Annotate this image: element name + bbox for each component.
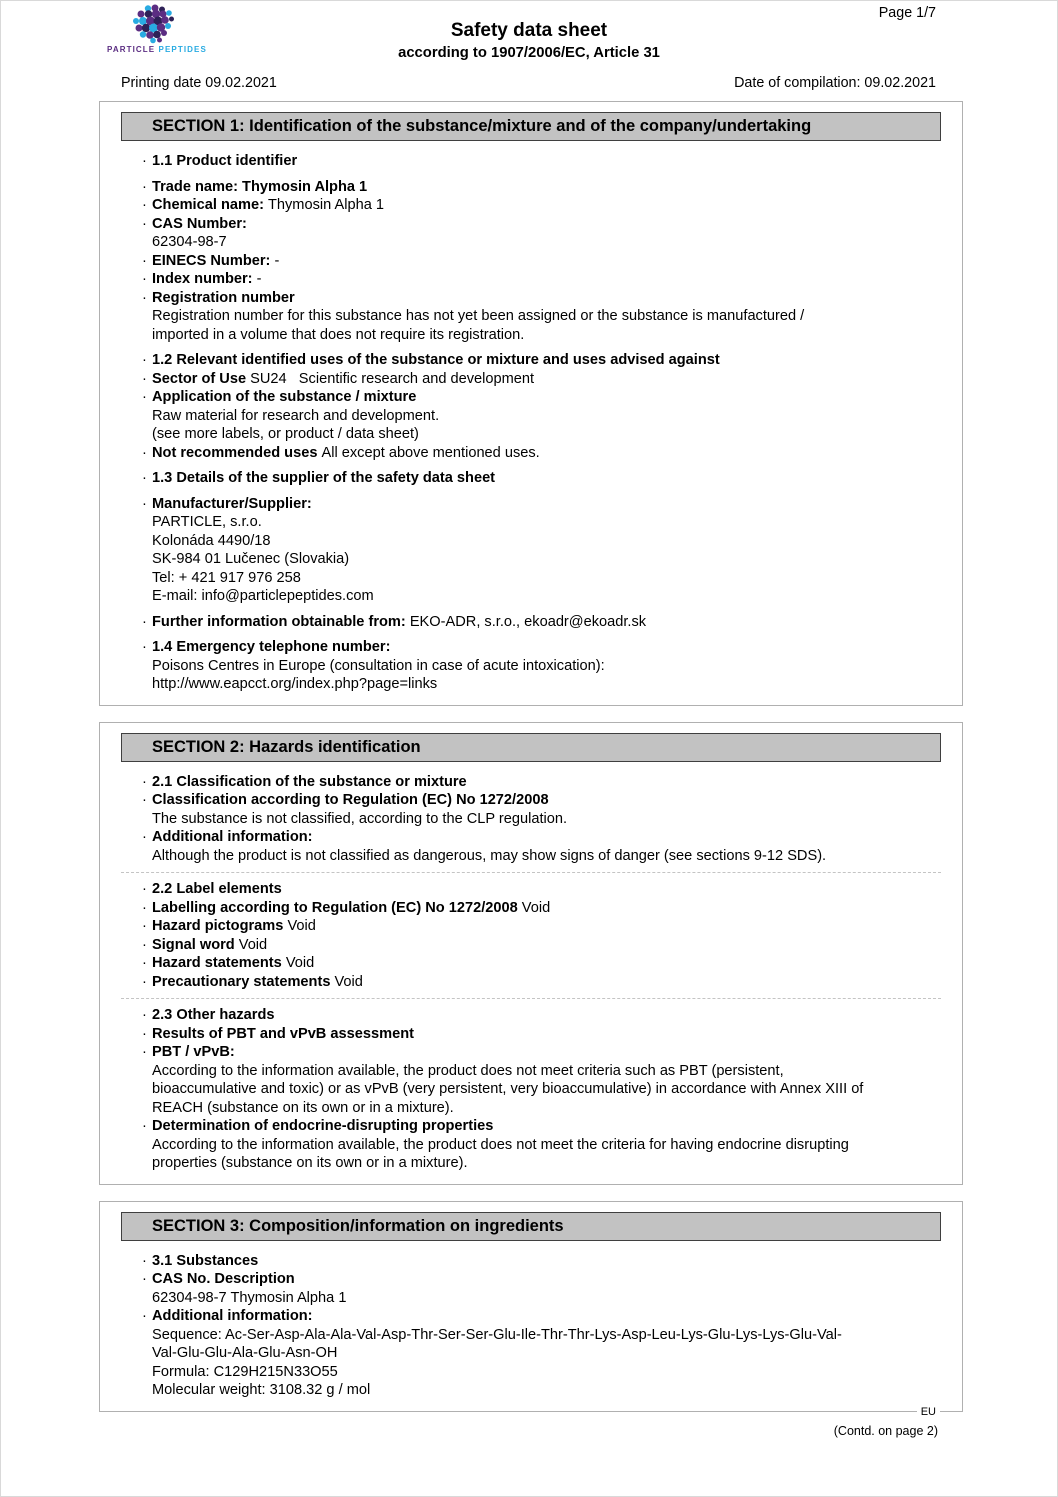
text-block <box>121 638 941 694</box>
text-line <box>121 917 941 936</box>
label-text: CAS No. Description <box>152 1271 295 1287</box>
bullet-dot: · <box>142 829 147 845</box>
text-line <box>121 1043 941 1062</box>
value-text: All except above mentioned uses. <box>321 444 540 461</box>
text-line <box>121 495 941 514</box>
bullet-dot: · <box>142 1271 147 1287</box>
bullet-dot: · <box>142 1118 147 1134</box>
bullet-dot: · <box>142 197 147 213</box>
dashed-divider <box>121 872 941 873</box>
label-text: PBT / vPvB: <box>152 1044 235 1060</box>
text-line <box>121 773 941 792</box>
value-text: SK-984 01 Lučenec (Slovakia) <box>152 551 350 567</box>
value-text: http://www.eapcct.org/index.php?page=links <box>152 676 438 692</box>
document-header <box>1 1 1057 101</box>
text-block <box>121 1006 941 1173</box>
bullet-dot: · <box>142 1252 147 1269</box>
label-text: Manufacturer/Supplier: <box>152 495 312 512</box>
value-text: REACH (substance on its own or in a mixture). <box>152 1099 454 1116</box>
document-subtitle: according to 1907/2006/EC, Article 31 <box>398 45 660 61</box>
text-line <box>121 791 941 810</box>
value-text: - <box>256 271 262 287</box>
text-line <box>121 425 941 444</box>
printing-date: Printing date 09.02.2021 <box>121 75 277 91</box>
text-line <box>121 550 941 569</box>
text-line <box>121 178 941 197</box>
label-text: 3.1 Substances <box>152 1252 259 1269</box>
value-text: Sequence: Ac-Ser-Asp-Ala-Ala-Val-Asp-Thr-Ser-Ser-Glu-Ile-Thr-Thr-Lys-Asp-Leu-Lys-Glu-Lys-Lys-Glu-Val- <box>152 1326 842 1343</box>
text-line <box>121 1062 941 1081</box>
label-text: Additional information: <box>152 1308 313 1324</box>
value-text: Molecular weight: 3108.32 g / mol <box>152 1382 371 1398</box>
value-text: imported in a volume that does not require its registration. <box>152 326 525 343</box>
bullet-dot: · <box>142 370 147 387</box>
document-title: Safety data sheet <box>450 20 608 41</box>
label-text: Chemical name: <box>152 197 268 213</box>
bullet-dot: · <box>142 271 147 287</box>
text-line <box>121 936 941 955</box>
text-block <box>121 495 941 606</box>
text-line <box>121 289 941 308</box>
text-line <box>121 675 941 694</box>
text-line <box>121 233 941 252</box>
text-line <box>121 532 941 551</box>
bullet-dot: · <box>142 1025 147 1042</box>
text-line <box>121 370 941 389</box>
title-block <box>1 20 1057 61</box>
text-line <box>121 351 941 370</box>
text-line <box>121 569 941 588</box>
section-box <box>99 101 963 706</box>
text-line <box>121 1136 941 1155</box>
text-line <box>121 1381 941 1400</box>
label-text: Registration number <box>152 289 295 306</box>
text-block <box>121 773 941 866</box>
logo-word-particle: PARTICLE <box>107 45 156 54</box>
value-text: Kolonáda 4490/18 <box>152 532 271 549</box>
value-text: Val-Glu-Glu-Ala-Glu-Asn-OH <box>152 1345 338 1361</box>
bullet-dot: · <box>142 973 147 990</box>
text-block <box>121 1252 941 1400</box>
sections <box>99 101 963 1438</box>
bullet-dot: · <box>142 153 147 169</box>
bullet-dot: · <box>142 792 147 808</box>
dates-row <box>121 75 936 91</box>
label-text: Trade name: Thymosin Alpha 1 <box>152 178 368 195</box>
text-block <box>121 351 941 462</box>
text-line <box>121 613 941 632</box>
bullet-dot: · <box>142 955 147 971</box>
label-text: 2.2 Label elements <box>152 881 282 897</box>
value-text: According to the information available, the product does not meet criteria such as PBT (persistent, <box>152 1062 784 1079</box>
text-line <box>121 973 941 992</box>
value-text: Void <box>334 973 363 990</box>
bullet-dot: · <box>142 352 147 368</box>
value-text: E-mail: info@particlepeptides.com <box>152 588 374 604</box>
text-line <box>121 1006 941 1025</box>
value-text: Void <box>285 955 315 971</box>
bullet-dot: · <box>142 1308 147 1324</box>
page-number: Page 1/7 <box>878 5 936 21</box>
text-block <box>121 880 941 991</box>
label-text: Hazard statements <box>152 955 286 971</box>
value-text: 62304-98-7 <box>152 234 227 250</box>
label-text: Additional information: <box>152 829 313 845</box>
value-text: Void <box>287 918 316 934</box>
label-text: Hazard pictograms <box>152 918 288 934</box>
value-text: - <box>274 252 280 269</box>
value-text: Void <box>521 899 551 916</box>
bullet-dot: · <box>142 1044 147 1060</box>
text-line <box>121 1326 941 1345</box>
value-text: bioaccumulative and toxic) or as vPvB (very persistent, very bioaccumulative) in accordance with Annex XIII of <box>152 1081 864 1097</box>
text-line <box>121 1363 941 1382</box>
label-text: Results of PBT and vPvB assessment <box>152 1025 414 1042</box>
bullet-dot: · <box>142 215 147 232</box>
text-line <box>121 899 941 918</box>
label-text: Signal word <box>152 936 239 953</box>
text-line <box>121 1270 941 1289</box>
text-line <box>121 513 941 532</box>
text-line <box>121 407 941 426</box>
section-header: SECTION 3: Composition/information on ingredients <box>121 1212 941 1241</box>
bullet-dot: · <box>142 613 147 630</box>
label-text: 1.2 Relevant identified uses of the substance or mixture and uses advised against <box>152 352 720 368</box>
text-line <box>121 444 941 463</box>
value-text: Registration number for this substance has not yet been assigned or the substance is manufactured / <box>152 308 805 324</box>
label-text: EINECS Number: <box>152 252 275 269</box>
text-line <box>121 152 941 171</box>
bullet-dot: · <box>142 881 147 897</box>
text-block <box>121 469 941 488</box>
label-text: Further information obtainable from: <box>152 613 410 630</box>
value-text: Tel: + 421 917 976 258 <box>152 569 301 586</box>
value-text: Formula: C129H215N33O55 <box>152 1363 338 1380</box>
value-text: Thymosin Alpha 1 <box>267 197 384 213</box>
label-text: Precautionary statements <box>152 973 335 990</box>
label-text: Index number: <box>152 271 257 287</box>
text-line <box>121 196 941 215</box>
text-line <box>121 1289 941 1308</box>
bullet-dot: · <box>142 252 147 269</box>
bullet-dot: · <box>142 899 147 916</box>
text-block <box>121 613 941 632</box>
value-text: Void <box>238 936 268 953</box>
text-line <box>121 270 941 289</box>
text-line <box>121 1154 941 1173</box>
text-line <box>121 638 941 657</box>
label-text: 2.3 Other hazards <box>152 1007 275 1023</box>
section-box <box>99 1201 963 1418</box>
text-line <box>121 1117 941 1136</box>
value-text: 62304-98-7 Thymosin Alpha 1 <box>152 1289 347 1306</box>
text-line <box>121 880 941 899</box>
text-line <box>121 1099 941 1118</box>
value-text: (see more labels, or product / data sheet) <box>152 426 419 442</box>
bullet-dot: · <box>142 918 147 934</box>
text-line <box>121 1025 941 1044</box>
section-box <box>99 722 963 1185</box>
value-text: SU24 Scientific research and development <box>250 370 535 387</box>
text-line <box>121 1344 941 1363</box>
value-text: The substance is not classified, according to the CLP regulation. <box>152 810 568 827</box>
dashed-divider <box>121 998 941 999</box>
value-text: Although the product is not classified as dangerous, may show signs of danger (see sections 9-12 SDS). <box>152 847 827 864</box>
text-line <box>121 307 941 326</box>
text-line <box>121 587 941 606</box>
text-block <box>121 178 941 345</box>
region-label: EU <box>917 1406 940 1418</box>
text-line <box>121 215 941 234</box>
text-line <box>121 810 941 829</box>
text-line <box>121 252 941 271</box>
label-text: Determination of endocrine-disrupting properties <box>152 1118 494 1134</box>
label-text: 1.4 Emergency telephone number: <box>152 639 391 655</box>
value-text: properties (substance on its own or in a mixture). <box>152 1155 468 1171</box>
label-text: Not recommended uses <box>152 444 322 461</box>
label-text: Classification according to Regulation (EC) No 1272/2008 <box>152 792 549 808</box>
text-line <box>121 326 941 345</box>
label-text: Labelling according to Regulation (EC) No 1272/2008 <box>152 899 522 916</box>
compilation-date: Date of compilation: 09.02.2021 <box>734 75 936 91</box>
text-line <box>121 657 941 676</box>
label-text: 1.3 Details of the supplier of the safety data sheet <box>152 470 496 486</box>
label-text: 1.1 Product identifier <box>152 153 298 169</box>
bullet-dot: · <box>142 773 147 790</box>
bullet-dot: · <box>142 389 147 405</box>
text-line <box>121 1252 941 1271</box>
text-line <box>121 847 941 866</box>
text-line <box>121 388 941 407</box>
contd-note: (Contd. on page 2) <box>833 1423 938 1438</box>
text-line <box>121 1080 941 1099</box>
value-text: Raw material for research and development. <box>152 407 440 424</box>
value-text: According to the information available, the product does not meet the criteria for having endocrine disrupting <box>152 1136 849 1153</box>
bullet-dot: · <box>142 178 147 195</box>
label-text: Application of the substance / mixture <box>152 389 417 405</box>
value-text: Poisons Centres in Europe (consultation in case of acute intoxication): <box>152 657 605 674</box>
value-text: PARTICLE, s.r.o. <box>152 514 262 530</box>
value-text: EKO-ADR, s.r.o., ekoadr@ekoadr.sk <box>409 613 647 630</box>
text-block <box>121 152 941 171</box>
bullet-dot: · <box>142 289 147 306</box>
label-text: 2.1 Classification of the substance or mixture <box>152 773 467 790</box>
logo-word-peptides: PEPTIDES <box>158 45 207 54</box>
bullet-dot: · <box>142 495 147 512</box>
section-header: SECTION 1: Identification of the substance/mixture and of the company/undertaking <box>121 112 941 141</box>
label-text: CAS Number: <box>152 215 247 232</box>
bullet-dot: · <box>142 936 147 953</box>
label-text: Sector of Use <box>152 370 251 387</box>
bullet-dot: · <box>142 444 147 461</box>
text-line <box>121 1307 941 1326</box>
bullet-dot: · <box>142 1007 147 1023</box>
text-line <box>121 954 941 973</box>
text-line <box>121 469 941 488</box>
bullet-dot: · <box>142 470 147 486</box>
section-header: SECTION 2: Hazards identification <box>121 733 941 762</box>
bullet-dot: · <box>142 639 147 655</box>
text-line <box>121 828 941 847</box>
